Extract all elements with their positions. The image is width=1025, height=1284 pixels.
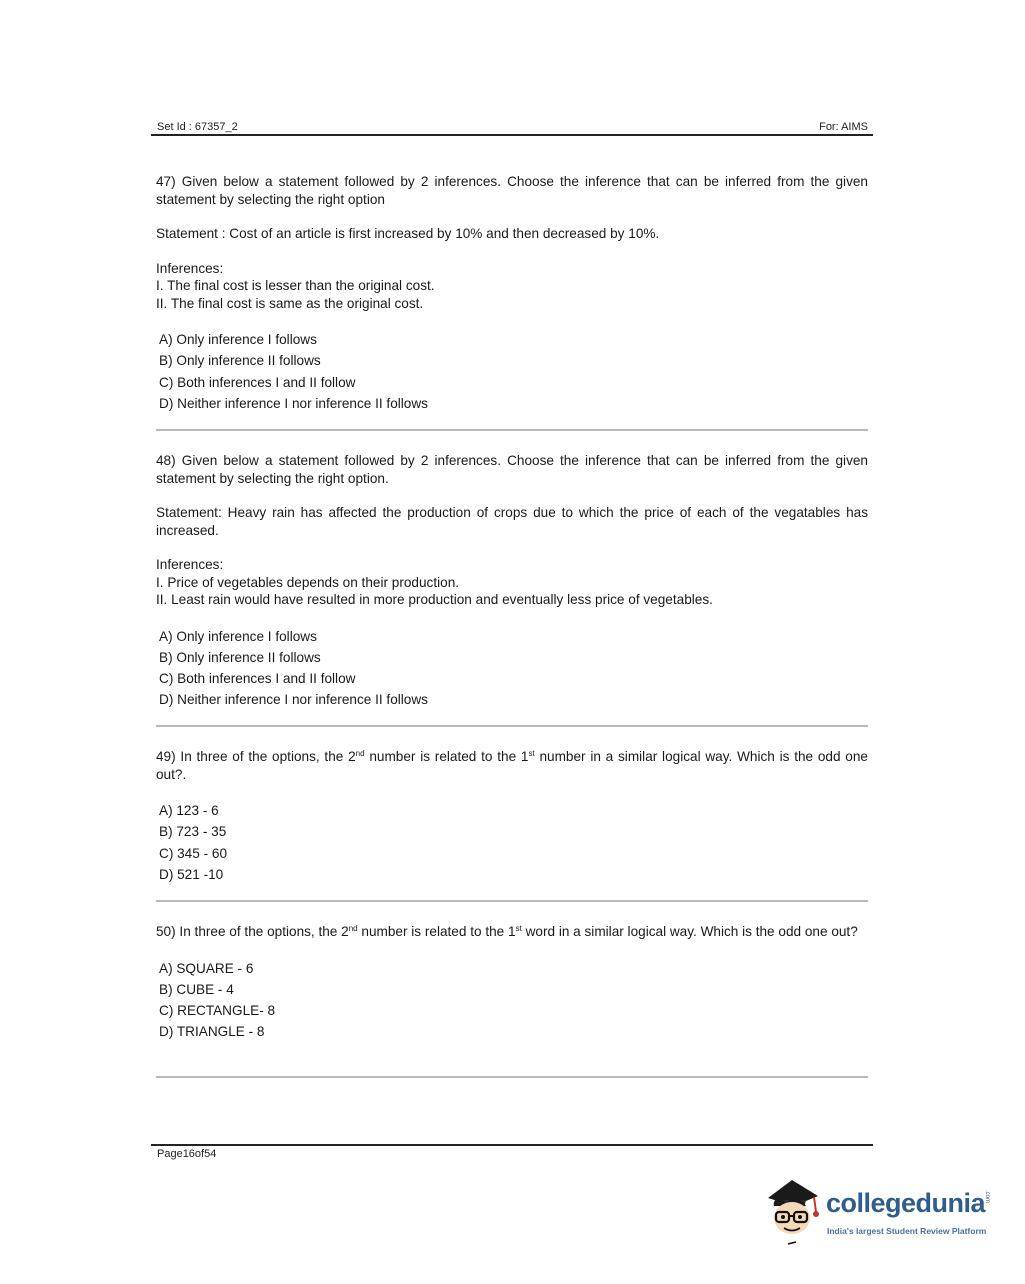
question-statement: Statement : Cost of an article is first increased by 10% and then decreased by 10%.: [156, 226, 660, 241]
question-49: [156, 748, 868, 885]
mascot-icon: [766, 1176, 824, 1246]
question-statement: Statement: Heavy rain has affected the production of crops due to which the price of each of the vegatables has increased.: [156, 505, 868, 538]
inference-1: I. Price of vegetables depends on their production.: [156, 574, 460, 590]
inferences-title: Inferences:: [156, 260, 224, 276]
question-47: [156, 173, 868, 414]
question-48: [156, 452, 868, 711]
option-a: A) SQUARE - 6: [159, 960, 254, 976]
brand-domain: .com: [984, 1190, 990, 1204]
option-d: D) 521 -10: [159, 866, 224, 882]
header-rule: [151, 134, 873, 136]
option-c: C) RECTANGLE- 8: [159, 1003, 276, 1019]
options-list: [159, 958, 868, 1043]
inferences-title: Inferences:: [156, 557, 224, 572]
brand-tagline: India's largest Student Review Platform: [827, 1226, 987, 1236]
inference-2: II. Least rain would have resulted in more production and eventually less price of vegetables.: [156, 592, 713, 607]
options-list: [159, 800, 868, 885]
question-50: [156, 923, 868, 1043]
option-b: B) CUBE - 4: [159, 981, 234, 997]
question-divider: [156, 429, 868, 431]
question-divider: [156, 725, 868, 727]
question-text: 49) In three of the options, the 2nd number is related to the 1st number in a similar logical way. Which is the odd one out?.: [156, 749, 868, 782]
question-divider: [156, 900, 868, 902]
option-c: C) 345 - 60: [159, 845, 228, 861]
set-id: Set Id : 67357_2: [157, 121, 238, 133]
options-list: [159, 626, 868, 711]
option-a: A) 123 - 6: [159, 803, 219, 818]
option-b: B) Only inference II follows: [159, 649, 321, 665]
question-text: 48) Given below a statement followed by 2 inferences. Choose the inference that can be inferred from the given statement by selecting the right option.: [156, 453, 868, 486]
exam-name: For: AIMS: [819, 121, 868, 133]
inference-2: II. The final cost is same as the original cost.: [156, 295, 424, 311]
option-c: C) Both inferences I and II follow: [159, 374, 356, 390]
page-number: Page16of54: [157, 1148, 217, 1160]
option-d: D) Neither inference I nor inference II follows: [159, 692, 428, 708]
option-b: B) 723 - 35: [159, 824, 227, 840]
brand-name: collegedunia: [826, 1188, 986, 1218]
option-c: C) Both inferences I and II follow: [159, 671, 356, 687]
inference-1: I. The final cost is lesser than the original cost.: [156, 278, 435, 293]
option-d: D) TRIANGLE - 8: [159, 1024, 265, 1040]
options-list: [159, 329, 868, 414]
option-a: A) Only inference I follows: [159, 332, 317, 347]
option-d: D) Neither inference I nor inference II follows: [159, 395, 428, 411]
question-divider: [156, 1076, 868, 1078]
option-a: A) Only inference I follows: [159, 628, 317, 644]
collegedunia-logo: [766, 1176, 996, 1248]
option-b: B) Only inference II follows: [159, 353, 321, 369]
footer-rule: [151, 1144, 873, 1146]
question-text: 50) In three of the options, the 2nd number is related to the 1st word in a similar logical way. Which is the odd one out?: [156, 924, 858, 939]
question-text: 47) Given below a statement followed by 2 inferences. Choose the inference that can be inferred from the given statement by selecting the right option: [156, 174, 868, 207]
